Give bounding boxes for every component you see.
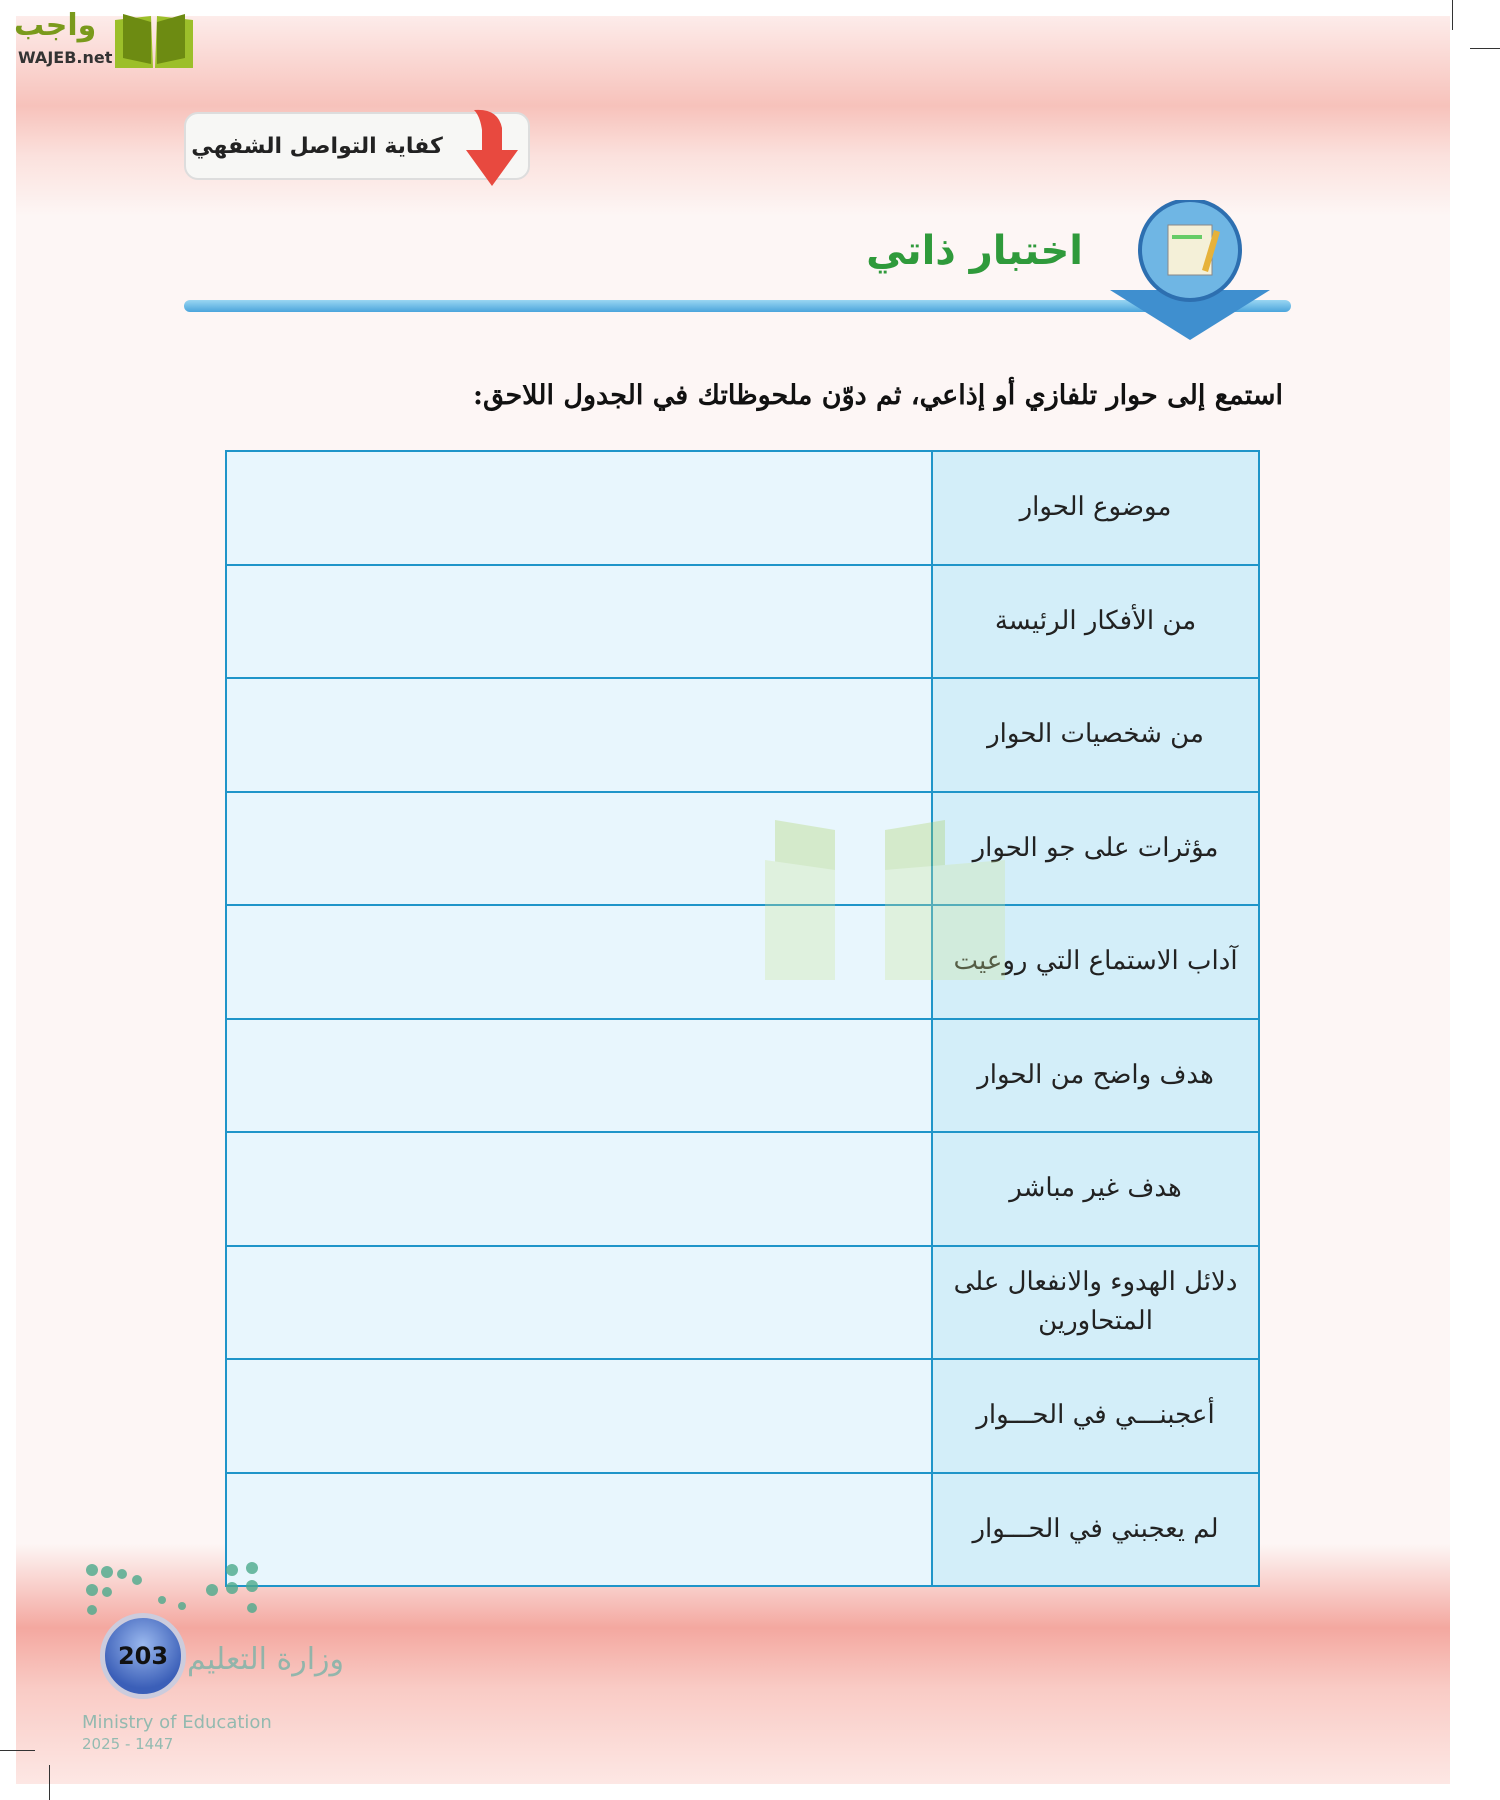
badge-label: كفاية التواصل الشفهي [191, 133, 443, 159]
row-label: لم يعجبني في الحـــوار [932, 1473, 1259, 1587]
table-row [226, 1246, 1259, 1360]
row-label: موضوع الحوار [932, 451, 1259, 565]
crop-mark [1470, 48, 1500, 49]
row-label: من الأفكار الرئيسة [932, 565, 1259, 679]
row-notes-cell[interactable] [226, 1132, 932, 1246]
row-notes-cell[interactable] [226, 451, 932, 565]
crop-mark [49, 1765, 50, 1800]
logo-english: WAJEB.net [18, 48, 113, 67]
row-label: آداب الاستماع التي روعيت [932, 905, 1259, 1019]
table-row [226, 1473, 1259, 1587]
section-title: اختبار ذاتي [866, 228, 1083, 274]
row-notes-cell[interactable] [226, 1019, 932, 1133]
row-label: دلائل الهدوء والانفعال على المتحاورين [932, 1246, 1259, 1360]
row-notes-cell[interactable] [226, 792, 932, 906]
row-notes-cell[interactable] [226, 1359, 932, 1473]
row-notes-cell[interactable] [226, 1473, 932, 1587]
row-label: هدف غير مباشر [932, 1132, 1259, 1246]
row-label: أعجبنـــي في الحـــوار [932, 1359, 1259, 1473]
row-notes-cell[interactable] [226, 1246, 932, 1360]
ministry-english: Ministry of Education [82, 1712, 272, 1733]
table-row [226, 905, 1259, 1019]
row-notes-cell[interactable] [226, 905, 932, 1019]
edition-year: 2025 - 1447 [82, 1735, 174, 1753]
logo-arabic: واجب [14, 8, 97, 43]
row-label: من شخصيات الحوار [932, 678, 1259, 792]
table-row [226, 1132, 1259, 1246]
row-notes-cell[interactable] [226, 565, 932, 679]
row-label: مؤثرات على جو الحوار [932, 792, 1259, 906]
ministry-arabic: وزارة التعليم [187, 1642, 345, 1677]
down-arrow-icon [456, 108, 526, 188]
page-number: 203 [100, 1613, 186, 1699]
row-notes-cell[interactable] [226, 678, 932, 792]
table-row [226, 565, 1259, 679]
notebook-emblem-icon [1110, 200, 1270, 340]
table-row [226, 1019, 1259, 1133]
ministry-dots-icon [82, 1560, 262, 1620]
table-row [226, 1359, 1259, 1473]
crop-mark [0, 1750, 35, 1751]
table-row [226, 451, 1259, 565]
instruction-text: استمع إلى حوار تلفازي أو إذاعي، ثم دوّن ملحوظاتك في الجدول اللاحق: [472, 380, 1283, 411]
table-row [226, 678, 1259, 792]
wajeb-logo[interactable] [8, 8, 188, 68]
notes-table [225, 450, 1260, 1587]
row-label: هدف واضح من الحوار [932, 1019, 1259, 1133]
crop-mark [1452, 0, 1453, 30]
book-icon [113, 12, 195, 70]
table-row [226, 792, 1259, 906]
